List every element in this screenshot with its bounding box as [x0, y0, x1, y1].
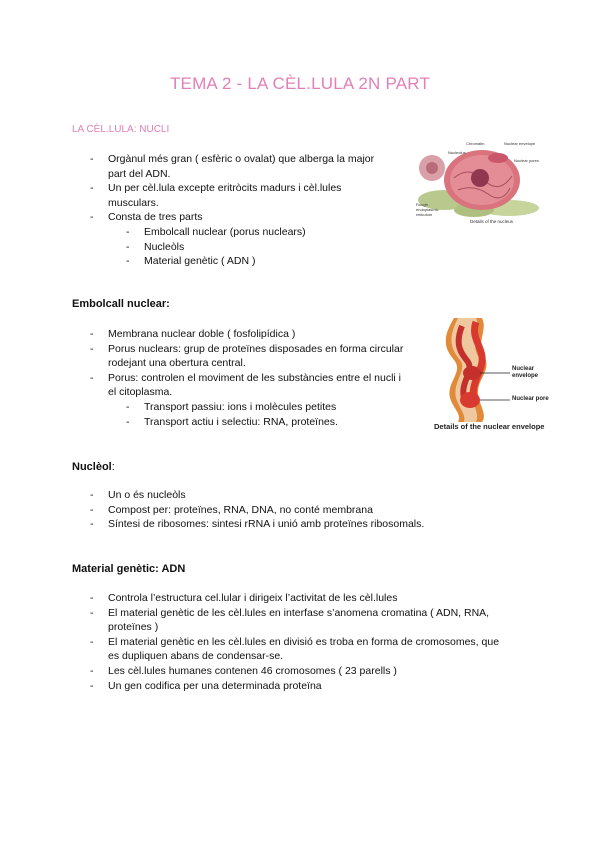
label-rough-er: Rough endoplasmic reticulum [416, 202, 439, 217]
sub-list-item: - Embolcall nuclear (porus nuclears) [90, 225, 374, 240]
list-item-cont: musculars. [108, 196, 159, 209]
list-item-cont: es dupliquen abans de condensar-se. [108, 650, 284, 663]
section-heading-nucleol: Nuclèol: [72, 461, 115, 473]
list-item: - Membrana nuclear doble ( fosfolipídica ) [90, 327, 403, 342]
list-item: - Un o és nucleòls [90, 488, 424, 503]
list-item: - Porus: controlen el moviment de les substàncies entre el nucli i [90, 371, 403, 386]
nucli-list [90, 152, 374, 269]
list-item: - Compost per: proteïnes, RNA, DNA, no conté membrana [90, 503, 424, 518]
nucleol-list [90, 488, 424, 532]
list-item-cont: rodejant una obertura central. [108, 357, 246, 370]
list-item: - Orgànul més gran ( esfèric o ovalat) que alberga la major [90, 152, 374, 167]
list-item: - Controla l’estructura cel.lular i dirigeix l’activitat de les cèl.lules [90, 591, 499, 606]
section-heading-embolcall: Embolcall nuclear: [72, 298, 170, 310]
label-nuclear-pores: Nuclear pores [514, 158, 539, 163]
section-subtitle: LA CÈL.LULA: NUCLI [72, 124, 170, 135]
embolcall-list [90, 327, 403, 429]
list-item: - Porus nuclears: grup de proteïnes disposades en forma circular [90, 342, 403, 357]
list-item-cont: part del ADN. [108, 167, 171, 180]
list-item: - Les cèl.lules humanes contenen 46 cromosomes ( 23 parells ) [90, 664, 499, 679]
label-chromatin: Chromatin [466, 141, 485, 146]
sub-list-item: - Transport actiu i selectiu: RNA, proteïnes. [90, 415, 403, 430]
sub-list-item: - Transport passiu: ions i molècules petites [90, 400, 403, 415]
list-item: - Un gen codifica per una determinada proteïna [90, 679, 499, 694]
label-nucleolus: Nucleolus [448, 150, 466, 155]
figure-caption: Details of the nuclear envelope [434, 422, 545, 431]
label-nuclear-pore: Nuclear pore [512, 396, 549, 402]
list-item: - El material genètic de les cèl.lules en interfase s’anomena cromatina ( ADN, RNA, [90, 606, 499, 621]
nuclear-envelope-figure [432, 318, 556, 434]
nucleus-figure [414, 140, 548, 228]
label-nuclear-envelope: Nuclear envelope [512, 366, 539, 379]
list-item: - Un per cèl.lula excepte eritròcits madurs i cèl.lules [90, 181, 374, 196]
sub-list-item: - Nucleòls [90, 240, 374, 255]
sub-list-item: - Material genètic ( ADN ) [90, 254, 374, 269]
page-title: TEMA 2 - LA CÈL.LULA 2N PART [169, 74, 431, 93]
list-item: - El material genètic en les cèl.lules en divisió es troba en forma de cromosomes, que [90, 635, 499, 650]
list-item-cont: el citoplasma. [108, 386, 173, 399]
figure-caption: Details of the nucleus [470, 219, 514, 224]
list-item: - Síntesi de ribosomes: sintesi rRNA i unió amb proteïnes ribosomals. [90, 517, 424, 532]
section-heading-material: Material genètic: ADN [72, 563, 186, 575]
label-nuclear-envelope: Nuclear envelope [504, 141, 536, 146]
list-item: - Consta de tres parts [90, 210, 374, 225]
material-list [90, 591, 499, 693]
list-item-cont: proteïnes ) [108, 621, 159, 634]
